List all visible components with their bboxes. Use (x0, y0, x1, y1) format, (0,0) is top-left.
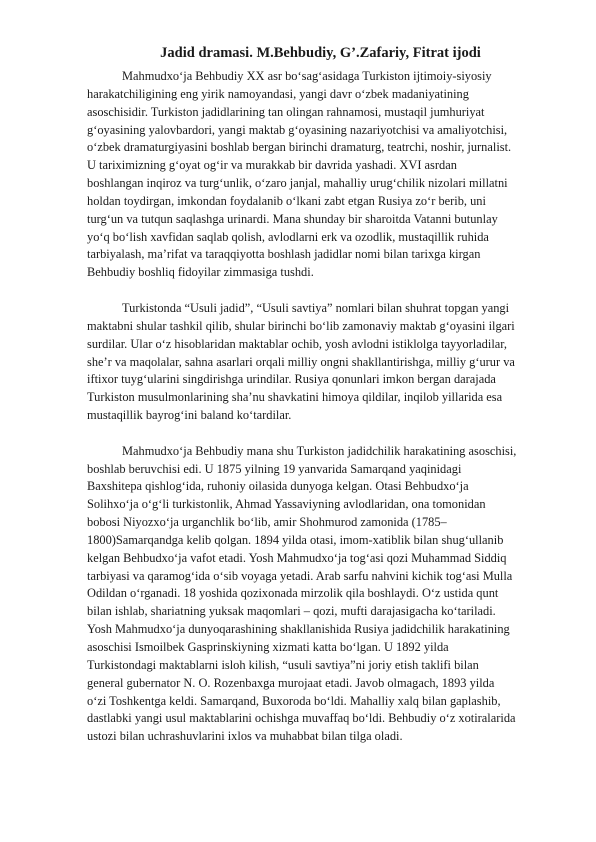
text-line: tarbiyalash, maʼrifat va taraqqiyotta boshlash jadidlar nomi bilan tarixga kirgan (87, 247, 481, 262)
text-line: Mahmudxoʻja Behbudiy mana shu Turkiston jadidchilik harakatining asoschisi, (122, 443, 517, 458)
text-line: ustozi bilan uchrashuvlarini ixlos va muhabbat bilan tilga oladi. (87, 729, 403, 744)
text-line: gʻoyasining yalovbardori, yangi maktab gʻoyasining nazariyotchisi va amaliyotchisi, (87, 122, 508, 137)
text-line: maktabni shular tashkil qilib, shular birinchi boʻlib zamonaviy maktab gʻoyasini ilgari (87, 318, 515, 333)
text-line: yoʻq boʻlish xavfidan saqlab qolish, avlodlarni erk va ozodlik, mustaqillik ruhida (87, 229, 489, 244)
text-line: Turkiston musulmonlarining shaʼnu shavkatini himoya qildilar, inqilob yillarida esa (87, 390, 503, 405)
text-line: boshlangan inqiroz va turgʻunlik, oʻzaro janjal, mahalliy urugʻchilik nizolari millatni (87, 176, 508, 191)
text-line: surdilar. Ular oʻz hisoblaridan maktablar ochib, yosh avlodni istiklolga tayyorladilar, (87, 336, 507, 351)
text-line: iftixor tuygʻularini singdirishga urindilar. Rusiya qonunlari imkon bergan darajada (87, 372, 496, 387)
paragraph-1 (87, 68, 554, 282)
text-line: Baxshitepa qishlogʻida, ruhoniy oilasida dunyoga kelgan. Otasi Behbudxoʻja (87, 479, 469, 494)
paragraph-2 (87, 300, 554, 425)
text-line: 1800)Samarqandga kelib qolgan. 1894 yilda otasi, imom-xatiblik bilan shugʻullanib (87, 532, 504, 547)
paragraph-gap (87, 425, 554, 443)
text-line: kelgan Behbudxoʻja vafot etadi. Yosh Mahmudxoʻja togʻasi qozi Muhammad Siddiq (87, 550, 507, 565)
text-line: harakatchiligining eng yirik namoyandasi, yangi davr oʻzbek madaniyatining (87, 86, 469, 101)
text-line: holdan toydirgan, imkondan foydalanib oʻlkani zabt etgan Rusiya zoʻr berib, uni (87, 193, 486, 208)
text-line: Odildan oʻrganadi. 18 yoshida qozixonada mirzolik qila boshlaydi. Oʻz ustida qunt (87, 586, 499, 601)
text-line: tarbiyasi va qaramogʻida oʻsib voyaga yetadi. Arab sarfu nahvini kichik togʻasi Mulla (87, 568, 513, 583)
text-line: Solihxoʻja oʻgʻli turkistonlik, Ahmad Yassaviyning avlodlaridan, ona tomonidan (87, 497, 486, 512)
text-line: Behbudiy boshliq fidoyilar zimmasiga tushdi. (87, 265, 314, 280)
text-line: bilan ishlab, shariatning yuksak maqomlari – qozi, mufti darajasigacha koʻtariladi. (87, 604, 496, 619)
text-line: bobosi Niyozxoʻja urganchlik boʻlib, amir Shohmurod zamonida (1785– (87, 515, 447, 530)
text-line: boshlab beruvchisi edi. U 1875 yilning 19 yanvarida Samarqand yaqinidagi (87, 461, 462, 476)
text-line: oʻzi Toshkentga keldi. Samarqand, Buxoroda boʻldi. Mahalliy xalq bilan gaplashib, (87, 693, 501, 708)
paragraph-3 (87, 443, 554, 746)
text-line: asoschisi Ismoilbek Gasprinskiyning xizmati katta boʻlgan. U 1892 yilda (87, 640, 449, 654)
text-line: sheʼr va maqolalar, sahna asarlari orqali milliy ongni shakllantirishga, milliy gʻurur va (87, 354, 515, 369)
text-line: Yosh Mahmudxoʻja dunyoqarashining shakllanishida Rusiya jadidchilik harakatining (87, 622, 510, 637)
text-line: turgʻun va tutqun saqlashga urinardi. Mana shunday bir sharoitda Vatanni butunlay (87, 211, 498, 226)
text-line: Turkistondagi maktablarni isloh kilish, “usuli savtiya”ni joriy etish taklifi bilan (87, 657, 479, 672)
text-line: Mahmudxoʻja Behbudiy XX asr boʻsagʻasidaga Turkiston ijtimoiy-siyosiy (122, 69, 492, 83)
text-line: oʻzbek dramaturgiyasini boshlab bergan birinchi dramaturg, teatrchi, noshir, jurnalist. (87, 140, 512, 155)
text-line: Turkistonda “Usuli jadid”, “Usuli savtiya” nomlari bilan shuhrat topgan yangi (122, 300, 510, 315)
document-body (87, 68, 554, 746)
text-line: mustaqillik bayrogʻini baland koʻtardilar. (87, 408, 292, 423)
paragraph-gap (87, 282, 554, 300)
document-title: Jadid dramasi. M.Behbudiy, G’.Zafariy, Fitrat ijodi (160, 45, 481, 61)
text-line: dastlabki yangi usul maktablarini ochishga muvaffaq boʻldi. Behbudiy oʻz xotiralarida (87, 711, 516, 726)
text-line: general gubernator N. O. Rozenbaxga murojaat etadi. Javob olmagach, 1893 yilda (87, 675, 495, 690)
text-line: asoschisidir. Turkiston jadidlarining tan olingan rahnamosi, mustaqil jumhuriyat (87, 104, 485, 119)
text-line: U tariximizning gʻoyat ogʻir va murakkab bir davrida yashadi. XVI asrdan (87, 158, 457, 173)
